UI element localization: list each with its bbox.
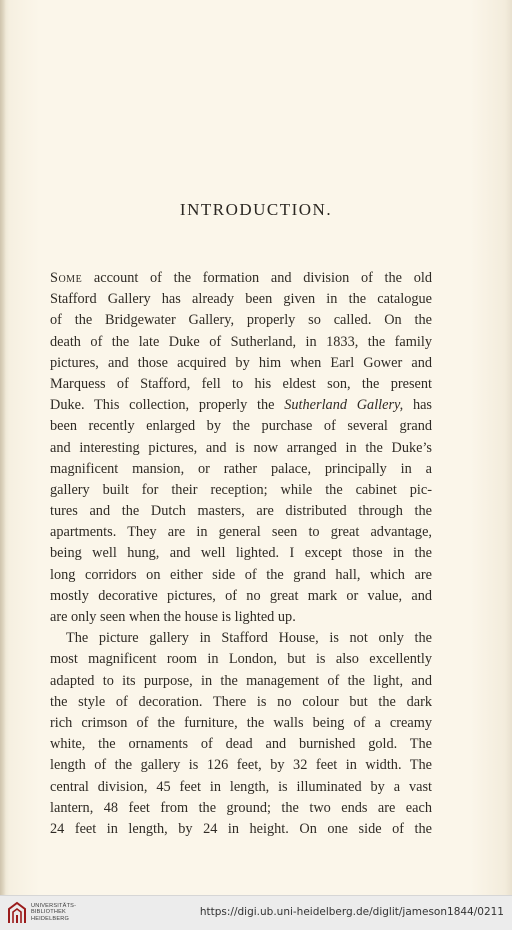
text-line: white, the ornaments of dead and burnished gold. The: [50, 736, 432, 753]
text-line: rich crimson of the furniture, the walls being of a creamy: [50, 714, 432, 731]
permalink-url[interactable]: https://digi.ub.uni-heidelberg.de/diglit/jameson1844/0211: [199, 906, 504, 918]
text-line: apartments. They are in general seen to great advantage,: [50, 524, 432, 541]
text-line: Stafford Gallery has already been given in the catalogue: [50, 291, 432, 308]
text-line: mostly decorative pictures, of no great mark or value, and: [50, 587, 432, 604]
text-line: Duke. This collection, properly the Sutherland Gallery, has: [50, 397, 432, 414]
text-line: adapted to its purpose, in the management of the light, and: [50, 672, 432, 689]
text-line: death of the late Duke of Sutherland, in 1833, the family: [50, 333, 432, 350]
text-line: Some account of the formation and division of the old: [50, 270, 432, 286]
text-line: of the Bridgewater Gallery, properly so called. On the: [50, 312, 432, 329]
text-line: most magnificent room in London, but is also excellently: [50, 651, 432, 668]
institution-name: UNIVERSITÄTS- BIBLIOTHEK HEIDELBERG: [31, 903, 77, 922]
university-library-logo-icon: [6, 901, 28, 925]
text-line: 24 feet in length, by 24 in height. On one side of the: [50, 820, 432, 837]
text-line: are only seen when the house is lighted up.: [50, 609, 296, 625]
italic-title: Sutherland Gallery,: [284, 397, 404, 414]
text-line: central division, 45 feet in length, is illuminated by a vast: [50, 778, 432, 795]
text-line: length of the gallery is 126 feet, by 32 feet in width. The: [50, 757, 432, 774]
text-line: pictures, and those acquired by him when Earl Gower and: [50, 354, 432, 371]
text-line: long corridors on either side of the grand hall, which are: [50, 566, 432, 583]
text-line: tures and the Dutch masters, are distributed through the: [50, 503, 432, 520]
text-line: Marquess of Stafford, fell to his eldest son, the present: [50, 375, 432, 392]
text-line: being well hung, and well lighted. I except those in the: [50, 545, 432, 562]
page-title: INTRODUCTION.: [179, 200, 333, 219]
text-line: The picture gallery in Stafford House, is not only the: [66, 630, 432, 647]
text-line: been recently enlarged by the purchase of several grand: [50, 418, 432, 435]
text-line: lantern, 48 feet from the ground; the two ends are each: [50, 799, 432, 816]
text-line: and interesting pictures, and is now arranged in the Duke’s: [50, 439, 432, 456]
text-line: gallery built for their reception; while the cabinet pic-: [50, 481, 432, 498]
opening-word: Some: [50, 270, 83, 286]
text-line: the style of decoration. There is no colour but the dark: [50, 693, 432, 710]
text-line: magnificent mansion, or rather palace, principally in a: [50, 460, 432, 477]
body-text: [50, 268, 432, 840]
page-spine-shadow: [0, 0, 6, 895]
viewer-footer: [0, 895, 512, 930]
